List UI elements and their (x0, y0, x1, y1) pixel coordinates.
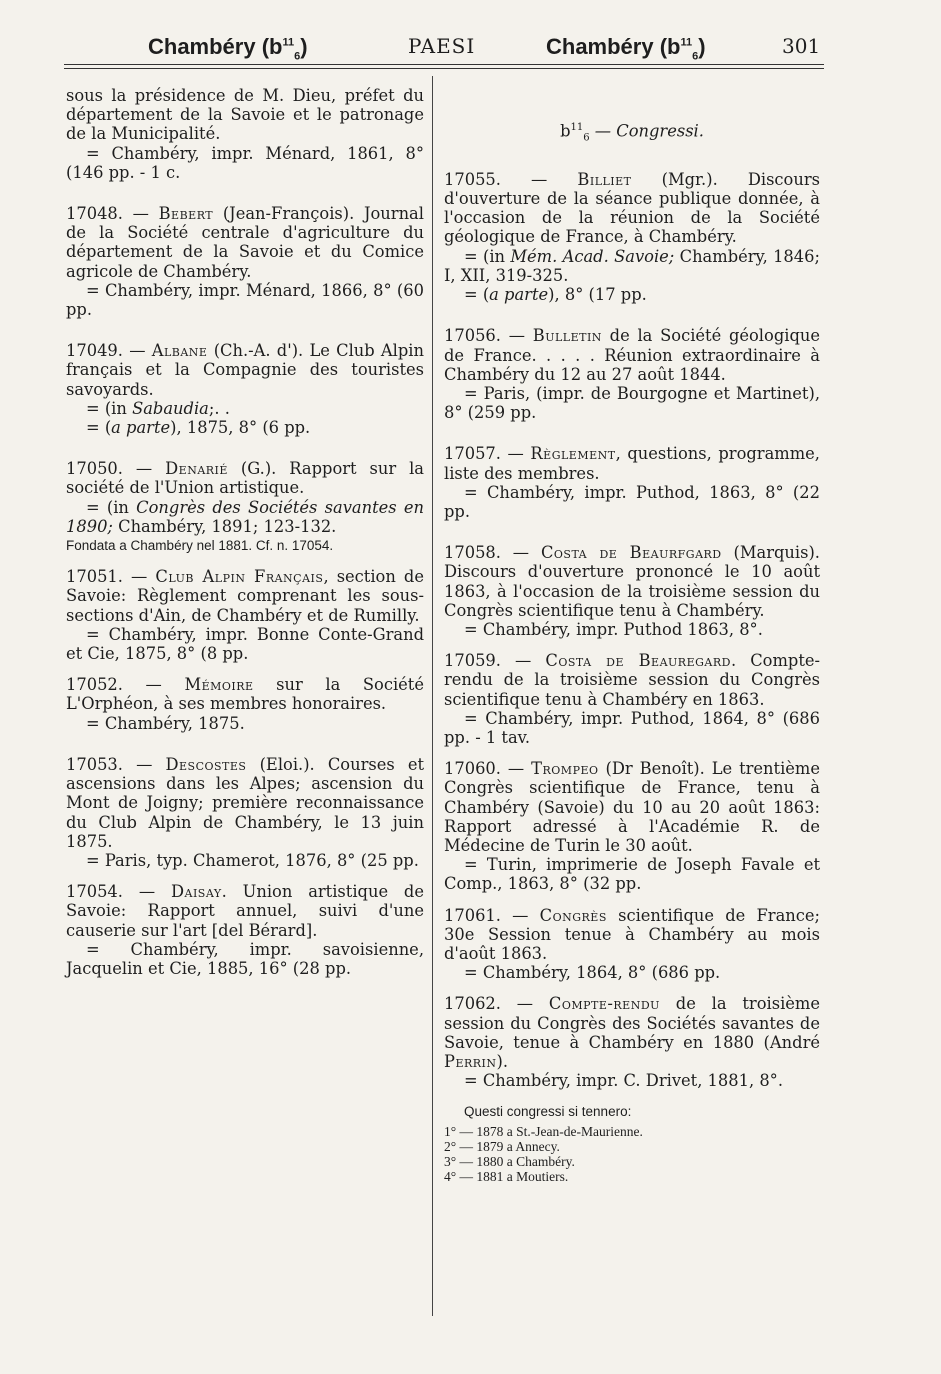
entry-17058 (444, 543, 820, 639)
entry-note: Fondata a Chambéry nel 1881. Cf. n. 17054. (66, 538, 334, 554)
entry-imprint: = Chambéry, impr. Ménard, 1866, 8° (60 pp. (66, 280, 424, 320)
running-title-left: Chambéry $(b^{11}_6)$ (148, 34, 308, 63)
entry-17049 (66, 341, 424, 437)
entry-text: 17055. — Billiet (Mgr.). Discours d'ouverture de la séance publique donnée, à l'occasion de la réunion de la Société géologique de France, à Chambéry. (444, 169, 820, 247)
entry-text: 17058. — Costa de Beaurfgard (Marquis). Discours d'ouverture prononcé le 10 août 1863, à l'occasion de la troisième session du Congrès scientifique tenu à Chambéry. (444, 543, 820, 620)
entry-imprint: = Chambéry, impr. Puthod, 1863, 8° (22 pp. (444, 482, 820, 521)
list-item: 3° — 1880 a Chambéry. (444, 1153, 575, 1169)
header-rule-bottom (64, 68, 824, 69)
entry-continued (66, 86, 424, 182)
entry-imprint: = Chambéry, 1875. (86, 713, 245, 733)
left-column (66, 86, 424, 990)
entry-imprint: = Chambéry, impr. Ménard, 1861, 8° (146 pp. - 1 c. (66, 143, 424, 182)
entry-imprint-extract: = (a parte), 8° (17 pp. (464, 285, 647, 305)
entry-text: 17050. — Denarié (G.). Rapport sur la société de l'Union artistique. (66, 459, 424, 498)
running-title-right: Chambéry $(b^{11}_6)$ (546, 34, 706, 63)
entry-imprint: = Paris, (impr. de Bourgogne et Martinet), 8° (259 pp. (444, 383, 820, 423)
right-column (444, 86, 820, 1184)
page-header (0, 22, 941, 62)
entry-text: sous la présidence de M. Dieu, préfet du département de la Savoie et le patronage de la Municipalité. (66, 86, 424, 144)
entry-17048 (66, 204, 424, 319)
congress-list (444, 1124, 820, 1184)
list-item: 2° — 1879 a Annecy. (444, 1138, 560, 1154)
entry-imprint: = Chambéry, 1864, 8° (686 pp. (464, 963, 721, 983)
entry-text: 17048. — Bebert (Jean-François). Journal de la Société centrale d'agriculture du département de la Savoie et du Comice agricole de Chambéry. (66, 204, 424, 281)
entry-imprint: = Chambéry, impr. Puthod 1863, 8°. (464, 619, 763, 639)
entry-text: 17062. — Compte-rendu de la troisième session du Congrès des Sociétés savantes de Savoie, tenue à Chambéry en 1880 (André Perrin). (444, 994, 820, 1071)
entry-text: 17053. — Descostes (Eloi.). Courses et ascensions dans les Alpes; ascension du Mont de Joigny; première reconnaissance du Club Alpin de Chambéry, le 13 juin 1875. (66, 754, 424, 851)
header-rule-top (64, 64, 824, 65)
entry-text: 17059. — Costa de Beauregard. Compte-rendu de la troisième session du Congrès scientifique tenu à Chambéry en 1863. (444, 651, 821, 709)
entry-imprint: = Chambéry, impr. savoisienne, Jacquelin et Cie, 1885, 16° (28 pp. (66, 939, 424, 978)
entry-17061 (444, 906, 820, 983)
entry-imprint: = Chambéry, impr. C. Drivet, 1881, 8°. (464, 1071, 784, 1091)
entry-imprint: = (in Mém. Acad. Savoie; Chambéry, 1846; I, XII, 319-325. (444, 246, 820, 285)
entry-17060 (444, 759, 820, 893)
entry-imprint: = Chambéry, impr. Bonne Conte-Grand et Cie, 1875, 8° (8 pp. (66, 624, 424, 664)
entry-17059 (444, 651, 820, 747)
entry-text: 17056. — Bulletin de la Société géologique de France. . . . . Réunion extraordinaire à Chambéry du 12 au 27 août 1844. (444, 326, 820, 384)
entry-17062 (444, 994, 820, 1090)
entry-text: 17061. — Congrès scientifique de France; 30e Session tenue à Chambéry au mois d'août 1863. (444, 905, 820, 963)
entry-imprint: = Chambéry, impr. Puthod, 1864, 8° (686 pp. - 1 tav. (444, 708, 820, 747)
entry-17054 (66, 882, 424, 978)
entry-17051 (66, 567, 424, 663)
entry-text: 17060. — Trompeo (Dr Benoît). Le trentième Congrès scientifique de France, tenu à Chambéry (Savoie) du 10 au 20 août 1863: Rapport adressé à l'Académie R. de Médecine de Turin le 30 août. (444, 759, 820, 855)
entry-17057 (444, 444, 820, 521)
entry-imprint: = Paris, typ. Chamerot, 1876, 8° (25 pp. (86, 850, 419, 870)
list-item: 4° — 1881 a Moutiers. (444, 1168, 569, 1184)
entry-imprint: = Turin, imprimerie de Joseph Favale et Comp., 1863, 8° (32 pp. (444, 855, 820, 894)
running-title-center: PAESI (408, 34, 476, 58)
congress-list-intro: Questi congressi si tennero: (464, 1104, 632, 1120)
entry-text: 17049. — Albane (Ch.-A. d'). Le Club Alpin français et la Compagnie des touristes savoyards. (66, 341, 424, 399)
entry-text: 17051. — Club Alpin Français, section de Savoie: Règlement comprenant les sous-sections d'Ain, de Chambéry et de Rumilly. (66, 567, 424, 625)
entry-imprint-extract: = (a parte), 1875, 8° (6 pp. (86, 418, 311, 438)
entry-17056 (444, 326, 820, 422)
entry-text: 17054. — Daisay. Union artistique de Savoie: Rapport annuel, suivi d'une causerie sur l'art [del Bérard]. (66, 882, 424, 940)
entry-17050 (66, 459, 424, 555)
section-heading: $b^{11}_6$ — Congressi. (560, 121, 704, 144)
entry-17055 (444, 170, 820, 304)
entry-text: 17052. — Mémoire sur la Société L'Orphéon, à ses membres honoraires. (66, 675, 424, 714)
entry-text: 17057. — Règlement, questions, programme, liste des membres. (444, 444, 820, 483)
entry-imprint: = (in Congrès des Sociétés savantes en 1890; Chambéry, 1891; 123-132. (66, 497, 424, 536)
page-number: 301 (782, 34, 821, 58)
entry-imprint: = (in Sabaudia;. . (86, 398, 230, 418)
column-divider (432, 76, 433, 1316)
entry-17053 (66, 755, 424, 870)
list-item: 1° — 1878 a St.-Jean-de-Maurienne. (444, 1123, 643, 1139)
entry-17052 (66, 675, 424, 733)
